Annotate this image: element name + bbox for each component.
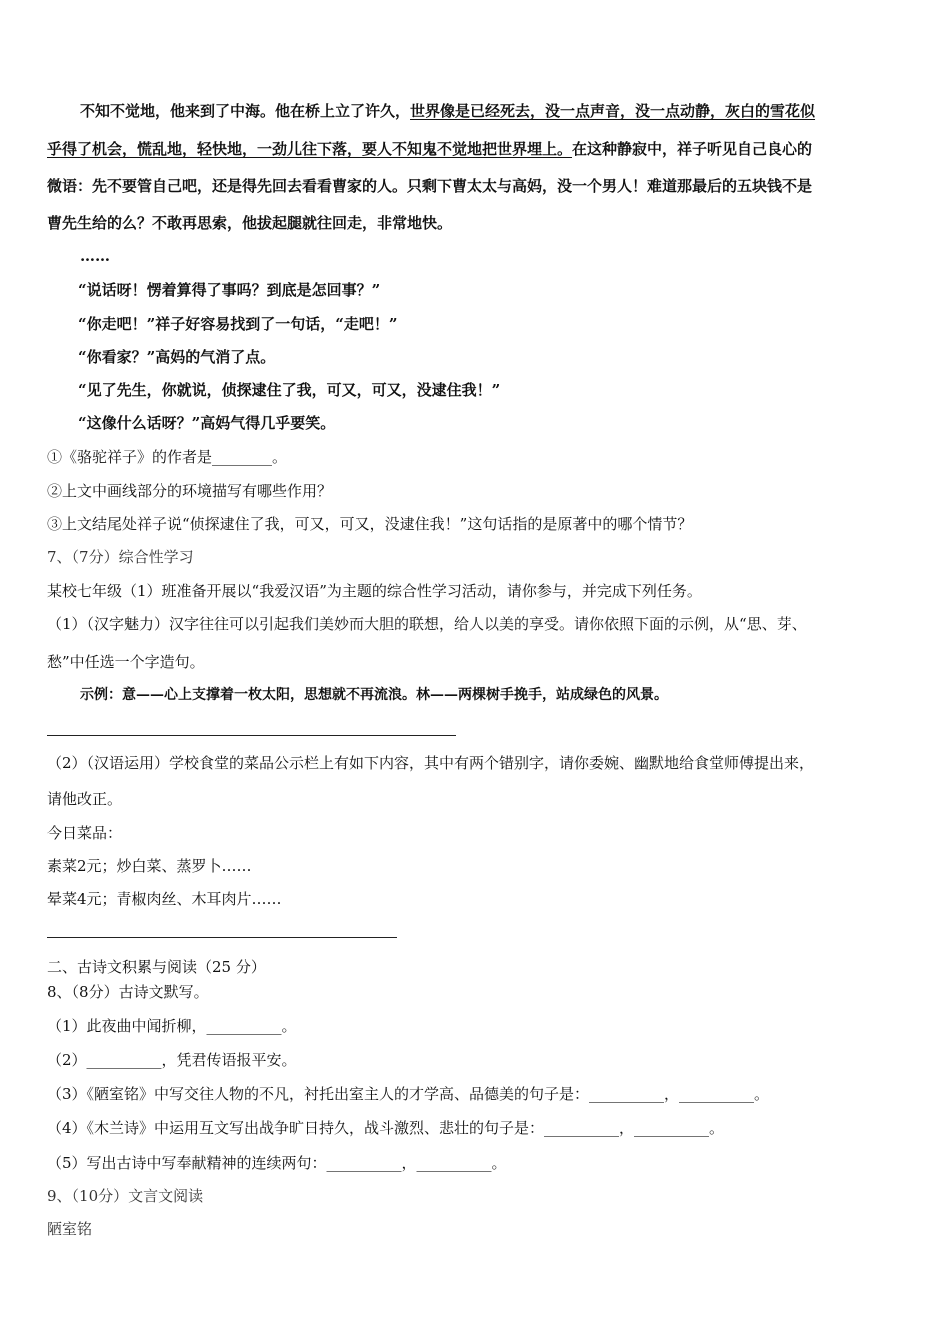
menu-title: 今日菜品： [47,824,123,842]
q8-title: 8、（8分）古诗文默写。 [47,983,209,1001]
q6-sub-3: ③上文结尾处祥子说“侦探逮住了我，可又，可又，没逮住我！”这句话指的是原著中的哪个情节？ [47,515,693,533]
q7-example: 示例：意——心上支撑着一枚太阳，思想就不再流浪。林——两棵树手挽手，站成绿色的风景。 [80,687,668,703]
dialogue-line: “见了先生，你就说，侦探逮住了我，可又，可又，没逮住我！” [78,381,501,399]
dialogue-line: “说话呀！愣着算得了事吗？到底是怎回事？” [78,281,381,299]
menu-item: 晕菜4元；青椒肉丝、木耳肉片…… [47,890,282,908]
q7-task2-line1: （2）（汉语运用）学校食堂的菜品公示栏上有如下内容，其中有两个错别字，请你委婉、幽默地给食堂师傅提出来， [47,754,815,772]
q7-intro: 某校七年级（1）班准备开展以“我爱汉语”为主题的综合性学习活动，请你参与，并完成下列任务。 [47,582,702,600]
passage-line-2 [47,138,812,160]
passage-text: 在这种静寂中，祥子听见自己良心的 [572,140,813,158]
dialogue-line: “你走吧！”祥子好容易找到了一句话，“走吧！” [78,315,398,333]
q8-item: （5）写出古诗中写奉献精神的连续两句：__________，__________。 [47,1154,507,1172]
answer-line [47,937,397,938]
q9-subtitle: 陋室铭 [47,1220,93,1238]
q8-item: （3）《陋室铭》中写交往人物的不凡，衬托出室主人的才学高、品德美的句子是：__________，__________。 [47,1085,770,1103]
menu-item: 素菜2元；炒白菜、蒸罗卜…… [47,857,252,875]
q7-task1-line1: （1）（汉字魅力）汉字往往可以引起我们美妙而大胆的联想，给人以美的享受。请你依照下面的示例，从“思、芽、 [47,615,807,633]
underlined-passage: 乎得了机会，慌乱地，轻快地，一劲儿往下落，要人不知鬼不觉地把世界埋上。 [47,140,573,158]
q8-item: （4）《木兰诗》中运用互文写出战争旷日持久，战斗激烈、悲壮的句子是：__________，__________。 [47,1119,725,1137]
answer-line [47,735,456,736]
dialogue-line: “你看家？”高妈的气消了点。 [78,348,276,366]
passage-ellipsis: …… [80,247,110,265]
q9-title: 9、（10分）文言文阅读 [47,1187,204,1205]
dialogue-line: “这像什么话呀？”高妈气得几乎要笑。 [78,414,336,432]
q7-title: 7、（7分）综合性学习 [47,548,194,566]
q7-task2-line2: 请他改正。 [47,790,123,808]
passage-line-3: 微语：先不要管自己吧，还是得先回去看看曹家的人。只剩下曹太太与高妈，没一个男人！难道那最后的五块钱不是 [47,177,813,195]
q8-item: （2）__________，凭君传语报平安。 [47,1051,297,1069]
section-title: 二、古诗文积累与阅读（25 分） [47,958,266,976]
q8-item: （1）此夜曲中闻折柳，__________。 [47,1017,297,1035]
passage-line-4: 曹先生给的么？不敢再思索，他拔起腿就往回走，非常地快。 [47,214,453,232]
underlined-passage: 世界像是已经死去，没一点声音，没一点动静，灰白的雪花似 [410,102,816,120]
q6-sub-2: ②上文中画线部分的环境描写有哪些作用？ [47,482,333,500]
q6-sub-1: ①《骆驼祥子》的作者是________。 [47,448,288,466]
passage-text: 不知不觉地，他来到了中海。他在桥上立了许久， [80,102,411,120]
q7-task1-line2: 愁”中任选一个字造句。 [47,653,205,671]
passage-line-1 [80,100,815,122]
